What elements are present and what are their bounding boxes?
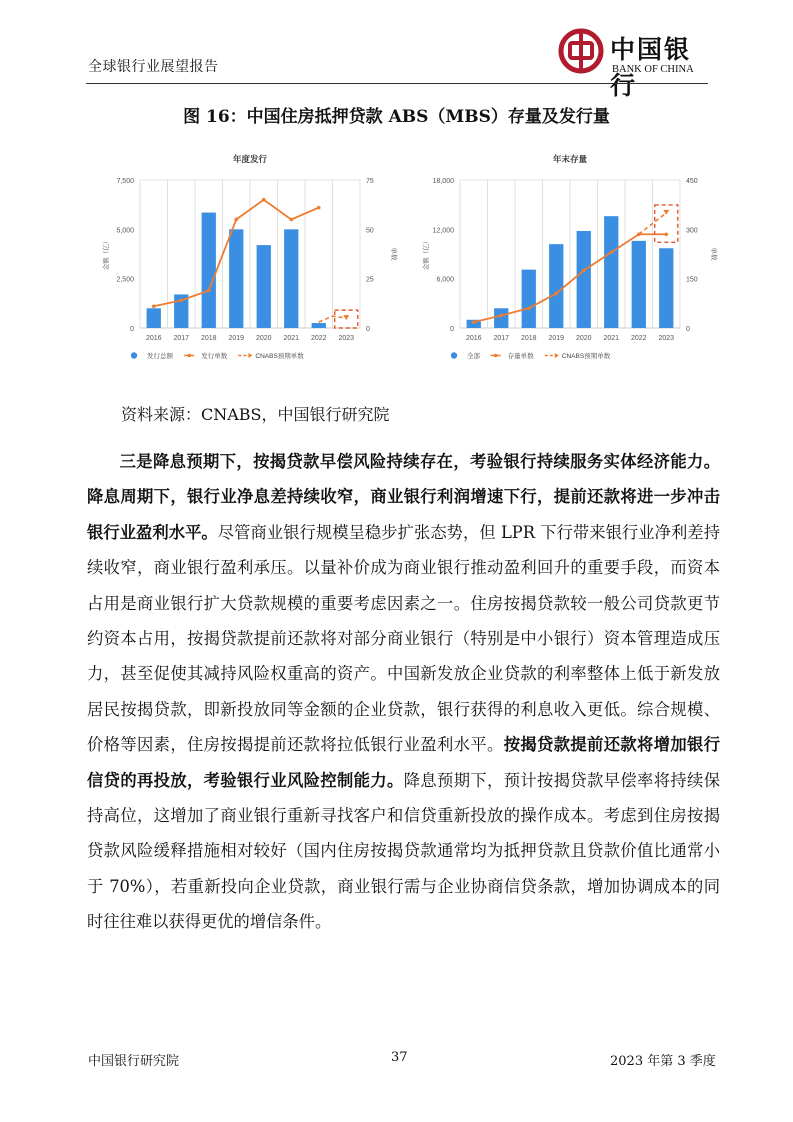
x-tick-label: 2018 [520,335,537,342]
chart-title: 年末存量 [552,154,588,164]
line-point [317,206,321,210]
x-tick-label: 2023 [658,335,675,342]
y-tick-label: 12,000 [432,227,454,235]
legend-label: CNABS预期单数 [561,353,611,360]
x-tick-label: 2016 [465,335,482,342]
line-point [527,306,531,310]
legend-marker [451,352,457,358]
line-point [499,314,503,318]
y-tick-label: 0 [130,326,134,333]
y2-tick-label: 150 [686,276,698,284]
legend-label: 全部 [467,353,480,360]
x-tick-label: 2020 [575,335,592,342]
logo-english-name: BANK OF CHINA [612,64,694,75]
bar [202,213,216,328]
bar [147,308,161,328]
bar [312,323,326,328]
bar [284,229,298,328]
x-tick-label: 2019 [228,335,245,342]
legend-marker [187,354,191,358]
bar [604,216,618,328]
forecast-arrow [343,315,349,320]
body-text-1: 尽管商业银行规模呈稳步扩张态势，但 LPR 下行带来银行业净利差持续收窄，商业银行盈利承压。以量补价成为商业银行推动盈利回升的重要手段，而资本占用是商业银行扩大贷款规模的重要考虑因素之一。住房按揭贷款较一般公司贷款更节约资本占用，按揭贷款提前还款将对部分商业银行（特别是中小银行）资本管理造成压力，甚至促使其减持风险权重高的资产。中国新发放企业贷款的利率整体上低于新发放居民按揭贷款，即新投放同等金额的企业贷款，银行获得的利息收入更低。综合规模、价格等因素，住房按揭提前还款将拉低银行业盈利水平。 [87,522,720,755]
page-number: 37 [391,1050,408,1065]
bank-logo [558,26,710,100]
line-point [664,232,668,236]
legend-marker [248,353,252,358]
y2-tick-label: 50 [366,227,374,235]
footer-left: 中国银行研究院 [88,1054,180,1069]
x-tick-label: 2022 [630,335,647,342]
x-tick-label: 2018 [200,335,217,342]
line-point [609,251,613,255]
y2-axis-label: 单数 [710,247,717,261]
y-tick-label: 5,000 [116,227,134,235]
forecast-arrow [663,210,669,215]
bar [229,229,243,328]
chart-annual-issuance [100,148,400,373]
line-point [152,304,156,308]
logo-chinese-name: 中国银行 [610,35,692,100]
source-note: 资料来源：CNABS，中国银行研究院 [121,405,390,424]
body-bold-2: 按揭贷款提前还款将增加银行信贷的再投放，考验银行业风险控制能力。 [87,735,720,790]
y2-tick-label: 0 [686,326,690,333]
body-bold-lead: 三是降息预期下，按揭贷款早偿风险持续存在，考验银行持续服务实体经济能力。降息周期下，银行业净息差持续收窄，商业银行利润增速下行，提前还款将进一步冲击银行业盈利水平。 [87,452,720,542]
legend-label: CNABS预期单数 [255,353,304,360]
y2-axis-label: 单数 [390,247,397,261]
x-tick-label: 2020 [255,335,272,342]
x-tick-label: 2017 [493,335,510,342]
bank-of-china-emblem-icon [558,28,604,74]
y2-tick-label: 300 [686,227,698,235]
y2-tick-label: 75 [366,178,374,185]
report-title: 全球银行业展望报告 [88,59,219,75]
line-point [179,299,183,303]
y-axis-label: 金额（亿） [423,237,430,271]
x-tick-label: 2016 [145,335,162,342]
legend-label: 发行单数 [201,353,228,360]
bar [257,245,271,328]
header-divider [86,83,708,84]
y-tick-label: 7,500 [116,178,134,185]
y2-tick-label: 450 [686,178,698,185]
chart-year-end-stock [420,148,720,373]
line-point [289,218,293,222]
bar [577,231,591,328]
legend-marker [131,352,137,358]
y2-tick-label: 0 [366,326,370,333]
y-axis-label: 金额（亿） [103,237,110,271]
legend-label: 存量单数 [507,353,534,360]
y2-tick-label: 25 [366,276,374,284]
line-point [472,320,476,324]
x-tick-label: 2019 [548,335,565,342]
bar [659,248,673,328]
legend-label: 发行总额 [147,353,173,360]
y-tick-label: 2,500 [116,276,134,284]
body-text-2: 降息预期下，预计按揭贷款早偿率将持续保持高位，这增加了商业银行重新寻找客户和信贷重新投放的操作成本。考虑到住房按揭贷款风险缓释措施相对较好（国内住房按揭贷款通常均为抵押贷款且贷款价值比通常小于 70%），若重新投向企业贷款，商业银行需与企业协商信贷条款，增加协调成本的同时往往难以获得更优的增信条件。 [87,770,720,932]
y-tick-label: 18,000 [432,178,454,185]
x-tick-label: 2021 [283,335,300,342]
y-tick-label: 0 [450,326,454,333]
line-point [554,292,558,296]
x-tick-label: 2017 [173,335,190,342]
bar [522,270,536,328]
legend-marker [494,354,498,358]
x-tick-label: 2021 [603,335,620,342]
y-tick-label: 6,000 [436,276,454,284]
chart-title: 年度发行 [232,154,268,164]
x-tick-label: 2023 [338,335,355,342]
figure-title: 图 16：中国住房抵押贷款 ABS（MBS）存量及发行量 [183,107,610,127]
x-tick-label: 2022 [310,335,327,342]
body-paragraph [87,444,720,940]
footer-right: 2023 年第 3 季度 [610,1054,716,1069]
legend-marker [555,353,559,358]
line-point [262,198,266,202]
line-point [582,269,586,273]
bar [494,308,508,328]
bar [632,241,646,328]
line-point [234,218,238,222]
bar [549,244,563,328]
line-point [207,289,211,293]
